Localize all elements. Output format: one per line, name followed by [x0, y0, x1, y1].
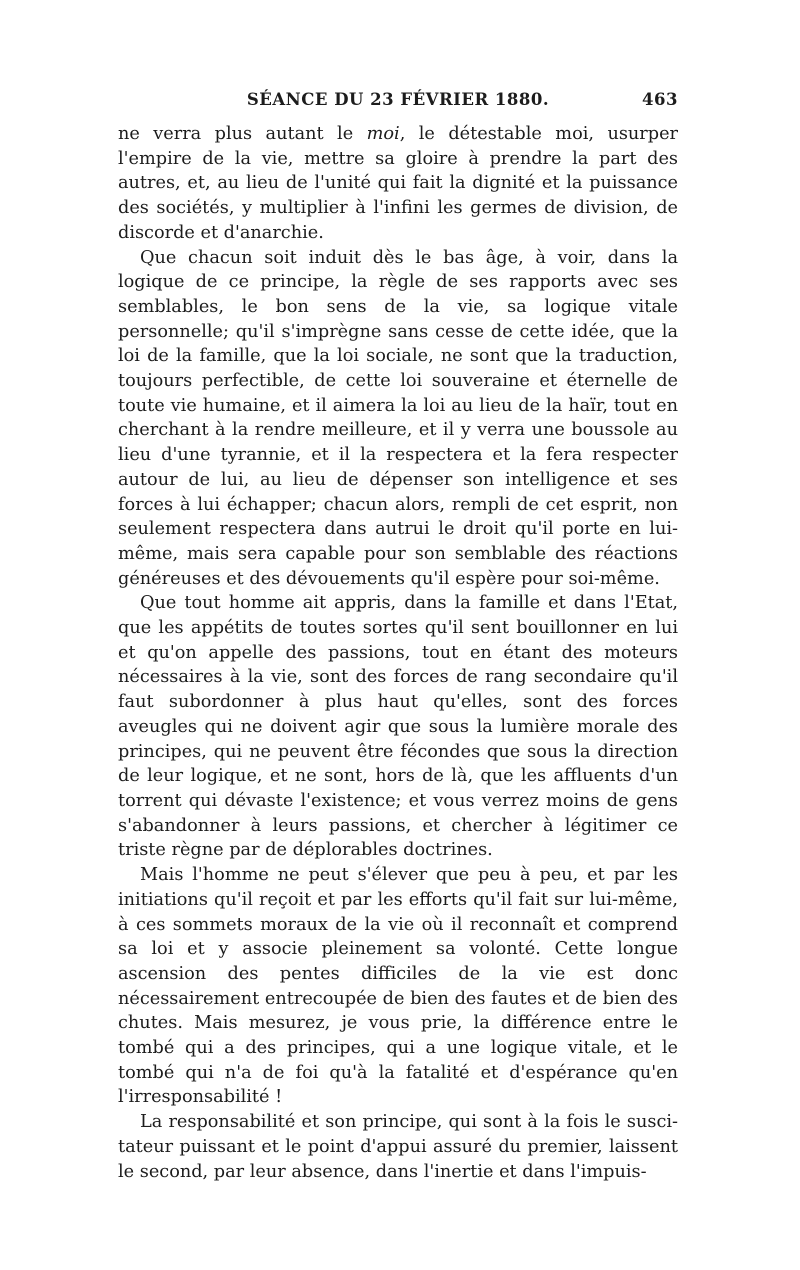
- paragraph-1-rest: , le détestable moi, usurper l'empire de la vie, mettre sa gloire à prendre la part des autres, et, au lieu de l'unité qui fait la dignité et la puissance des sociétés, y multiplier à l'infini les germes de division, de discorde et d'anarchie.: [118, 124, 678, 243]
- paragraph-1-start: ne verra plus autant le: [118, 124, 367, 144]
- body-text: [118, 122, 678, 1184]
- paragraph-2: Que chacun soit induit dès le bas âge, à voir, dans la logique de ce principe, la règle de ses rapports avec ses semblables, le bon sens de la vie, sa logique vitale personnelle; qu'il s'imprègne sans cesse de cette idée, que la loi de la famille, que la loi sociale, ne sont que la traduction, toujours perfectible, de cette loi souveraine et éternelle de toute vie humaine, et il aimera la loi au lieu de la haïr, tout en cherchant à la rendre meilleure, et il y verra une boussole au lieu d'une tyrannie, et il la respectera et la fera respecter autour de lui, au lieu de dépenser son intelligence et ses forces à lui échapper; chacun alors, rempli de cet esprit, non seulement respectera dans autrui le droit qu'il porte en lui-même, mais sera capable pour son semblable des réactions généreuses et des dévouements qu'il espère pour soi-même.: [118, 247, 678, 589]
- page-number: 463: [642, 90, 678, 109]
- page-header: [118, 88, 678, 118]
- paragraph-3: Que tout homme ait appris, dans la famille et dans l'Etat, que les appétits de toutes sortes qu'il sent bouillonner en lui et qu'on appelle des passions, tout en étant des moteurs nécessaires à la vie, sont des forces de rang secondaire qu'il faut subordonner à plus haut qu'elles, sont des forces aveugles qui ne doivent agir que sous la lumière morale des principes, qui ne peuvent être fécondes que sous la direction de leur logique, et ne sont, hors de là, que les affluents d'un torrent qui dévaste l'existence; et vous verrez moins de gens s'abandonner à leurs passions, et chercher à légitimer ce triste règne par de déplorables doctrines.: [118, 593, 678, 861]
- paragraph-4: Mais l'homme ne peut s'élever que peu à peu, et par les initiations qu'il reçoit et par les efforts qu'il fait sur lui-même, à ces sommets moraux de la vie où il reconnaît et comprend sa loi et y associe pleinement sa volonté. Cette longue ascension des pentes difficiles de la vie est donc nécessairement entrecoupée de bien des fautes et de bien des chutes. Mais mesurez, je vous prie, la différence entre le tombé qui a des principes, qui a une logique vitale, et le tombé qui n'a de foi qu'à la fatalité et d'espérance qu'en l'irresponsabilité !: [118, 865, 678, 1108]
- running-title: SÉANCE DU 23 FÉVRIER 1880.: [246, 90, 550, 109]
- paragraph-5: La responsabilité et son principe, qui sont à la fois le suscitateur puissant et le point d'appui assuré du premier, laissent le second, par leur absence, dans l'inertie et dans l'impuis-: [118, 1112, 678, 1182]
- paragraph-1: [118, 122, 678, 246]
- book-page: [118, 88, 678, 1184]
- emphasis-moi: moi: [366, 124, 400, 144]
